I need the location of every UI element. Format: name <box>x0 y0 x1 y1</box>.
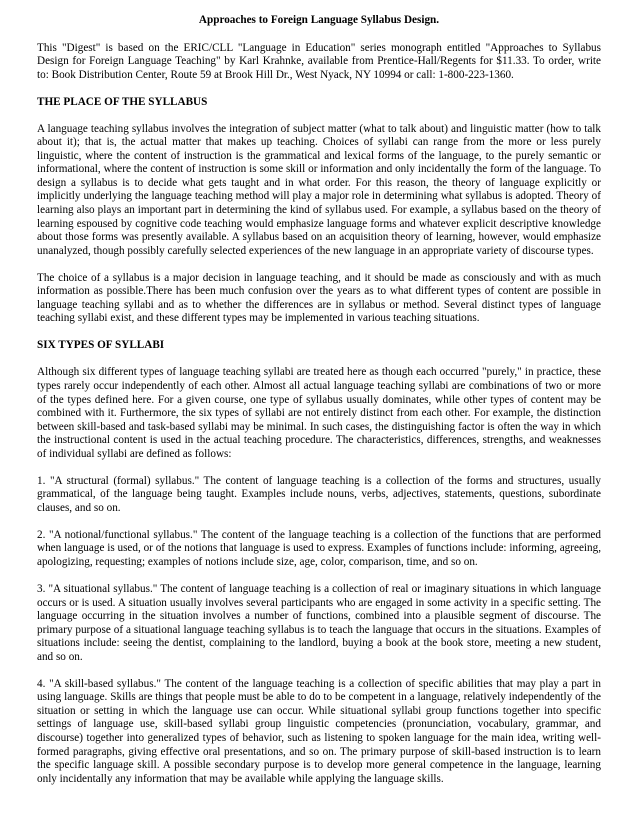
document-title: Approaches to Foreign Language Syllabus Design. <box>198 14 440 26</box>
paragraph-syllabus-choice: The choice of a syllabus is a major decision in language teaching, and it should be made as consciously and with as much information as possible.There has been much confusion over the years as to what different types of content are possible in language teaching syllabi and as to whether the differences are in syllabus or method. Several distinct types of language teaching syllabi exist, and these different types may be implemented in various teaching situations. <box>37 271 601 325</box>
paragraph-skill-based-syllabus: 4. "A skill-based syllabus." The content of the language teaching is a collection of specific abilities that may play a part in using language. Skills are things that people must be able to do to be competent in a language, relatively independently of the situation or setting in which the language use can occur. While situational syllabi group functions together into specific settings of language use, skill-based syllabi group linguistic competencies (pronunciation, vocabulary, grammar, and discourse) together into generalized types of behavior, such as listening to spoken language for the main idea, writing well-formed paragraphs, giving effective oral presentations, and so on. The primary purpose of skill-based instruction is to learn the specific language skill. A possible secondary purpose is to develop more general competence in the language, learning only incidentally any information that may be available while applying the language skills. <box>37 677 601 785</box>
paragraph-structural-syllabus: 1. "A structural (formal) syllabus." The content of language teaching is a collection of the forms and structures, usually grammatical, of the language being taught. Examples include nouns, verbs, adjectives, statements, questions, subordinate clauses, and so on. <box>37 474 601 514</box>
paragraph-syllabus-definition: A language teaching syllabus involves the integration of subject matter (what to talk about) and linguistic matter (how to talk about it); that is, the actual matter that makes up teaching. Choices of syllabi can range from the more or less purely linguistic, where the content of instruction is the grammatical and lexical forms of the language, to the purely semantic or informational, where the content of instruction is some skill or information and only incidentally the form of the language. To design a syllabus is to decide what gets taught and in what order. For this reason, the theory of language explicitly or implicitly underlying the language teaching method will play a major role in determining what syllabus is adopted. Theory of learning also plays an important part in determining the kind of syllabus used. For example, a syllabus based on the theory of learning espoused by cognitive code teaching would emphasize language forms and whatever explicit descriptive knowledge about those forms was presently available. A syllabus based on an acquisition theory of learning, however, would emphasize unanalyzed, though possibly carefully selected experiences of the new language in an appropriate variety of discourse types. <box>37 122 601 257</box>
section-heading-six-types: SIX TYPES OF SYLLABI <box>37 339 165 352</box>
paragraph-notional-functional-syllabus: 2. "A notional/functional syllabus." The content of the language teaching is a collection of the functions that are performed when language is used, or of the notions that language is used to express. Examples of functions include: informing, agreeing, apologizing, requesting; examples of notions include size, age, color, comparison, time, and so on. <box>37 528 601 568</box>
intro-paragraph: This "Digest" is based on the ERIC/CLL "Language in Education" series monograph entitled "Approaches to Syllabus Design for Foreign Language Teaching" by Karl Krahnke, available from Prentice-Hall/Regents for $11.33. To order, write to: Book Distribution Center, Route 59 at Brook Hill Dr., West Nyack, NY 10994 or call: 1-800-223-1360. <box>37 41 601 81</box>
section-heading-place-of-syllabus: THE PLACE OF THE SYLLABUS <box>37 95 208 108</box>
paragraph-six-types-intro: Although six different types of language teaching syllabi are treated here as though each occurred "purely," in practice, these types rarely occur independently of each other. Almost all actual language teaching syllabi are combinations of two or more of the types defined here. For a given course, one type of syllabus usually dominates, while other types of content may be combined with it. Furthermore, the six types of syllabi are not entirely distinct from each other. For example, the distinction between skill-based and task-based syllabi may be minimal. In such cases, the distinguishing factor is often the way in which the instructional content is used in the actual teaching procedure. The characteristics, differences, strengths, and weaknesses of individual syllabi are defined as follows: <box>37 366 601 460</box>
paragraph-situational-syllabus: 3. "A situational syllabus." The content of language teaching is a collection of real or imaginary situations in which language occurs or is used. A situation usually involves several participants who are engaged in some activity in a specific setting. The language occurring in the situation involves a number of functions, combined into a plausible segment of discourse. The primary purpose of a situational language teaching syllabus is to teach the language that occurs in the situations. Examples of situations include: seeing the dentist, complaining to the landlord, buying a book at the book store, meeting a new student, and so on. <box>37 583 601 663</box>
